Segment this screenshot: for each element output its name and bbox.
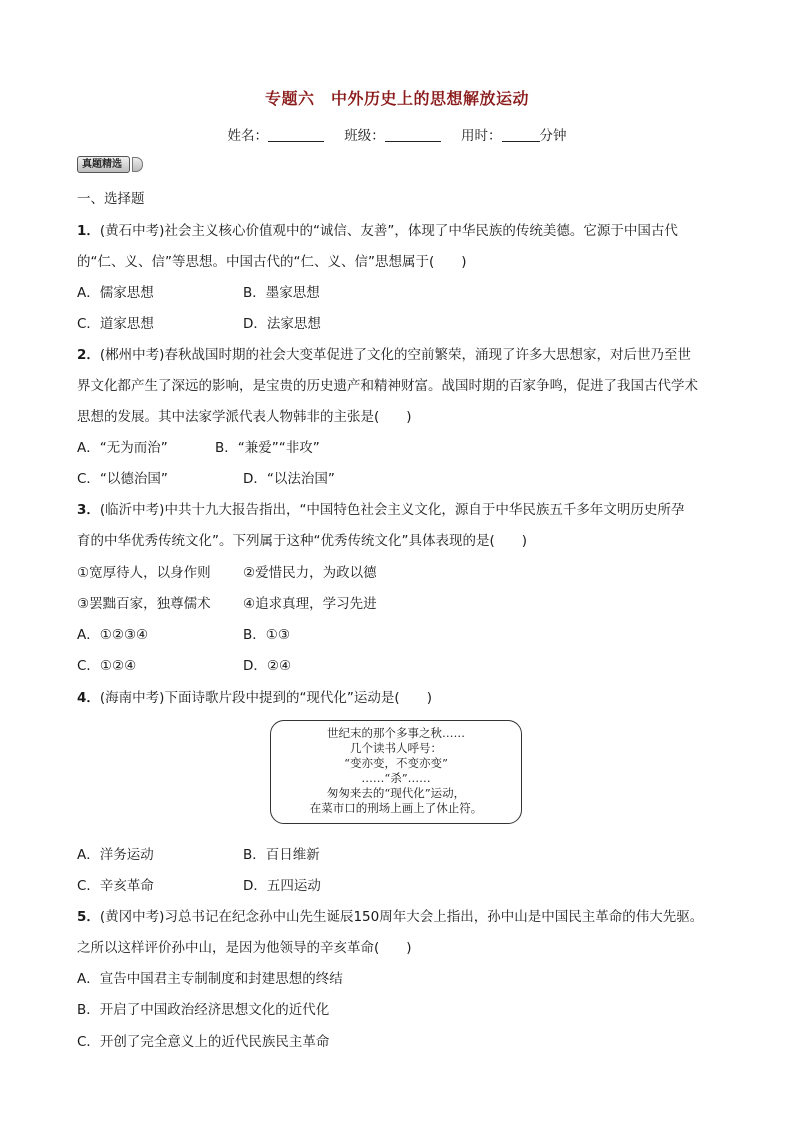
question-2-line-3: 思想的发展。其中法家学派代表人物韩非的主张是( ) (77, 409, 412, 425)
poem-line: ……“杀”…… (361, 771, 431, 785)
class-field (344, 124, 441, 144)
question-4-option-b[interactable]: B．百日维新 (243, 847, 320, 863)
question-2-option-c[interactable]: C．“以德治国” (77, 471, 168, 487)
class-blank[interactable] (385, 141, 441, 142)
section-badge: 真题精选 (77, 156, 130, 173)
question-4-line-1: 4．(海南中考)下面诗歌片段中提到的“现代化”运动是( ) (77, 690, 432, 706)
question-4-option-d[interactable]: D．五四运动 (243, 878, 321, 894)
poem-line: 在菜市口的刑场上画上了休止符。 (309, 801, 483, 815)
question-2-line-2: 界文化都产生了深远的影响，是宝贵的历史遗产和精神财富。战国时期的百家争鸣，促进了我国古代学术 (77, 378, 698, 394)
time-label: 用时： (461, 128, 502, 144)
page-title: 专题六 中外历史上的思想解放运动 (264, 89, 529, 108)
question-5-line-1: 5．(黄冈中考)习总书记在纪念孙中山先生诞辰150周年大会上指出，孙中山是中国民主革命的伟大先驱。 (77, 909, 704, 925)
question-1-number: 1． (77, 223, 100, 239)
poem-line: 世纪末的那个多事之秋…… (327, 726, 465, 740)
question-3-number: 3． (77, 502, 100, 518)
question-3-item-2: ②爱惜民力，为政以德 (243, 565, 377, 581)
question-5-option-b[interactable]: B．开启了中国政治经济思想文化的近代化 (77, 1002, 330, 1018)
badge-tab-shape (132, 157, 143, 172)
question-3-line-2: 育的中华优秀传统文化”。下列属于这种“优秀传统文化”具体表现的是( ) (77, 533, 528, 549)
question-2-option-a[interactable]: A．“无为而治” (77, 440, 168, 456)
question-1-option-a[interactable]: A．儒家思想 (77, 285, 154, 301)
question-2-option-b[interactable]: B．“兼爱”“非攻” (215, 440, 320, 456)
question-1-line-2: 的“仁、义、信”等思想。中国古代的“仁、义、信”思想属于( ) (77, 254, 467, 270)
poem-line: “变亦变，不变亦变” (344, 756, 448, 770)
question-1-line-1: 1．(黄石中考)社会主义核心价值观中的“诚信、友善”，体现了中华民族的传统美德。它源于中国古代 (77, 223, 678, 239)
question-3-item-4: ④追求真理，学习先进 (243, 596, 377, 612)
time-blank[interactable] (502, 141, 540, 142)
question-1-option-b[interactable]: B．墨家思想 (243, 285, 320, 301)
poem-line: 匆匆来去的“现代化”运动， (326, 786, 466, 800)
question-4-option-c[interactable]: C．辛亥革命 (77, 878, 154, 894)
time-field (461, 124, 567, 144)
question-3-item-3: ③罢黜百家，独尊儒术 (77, 596, 211, 612)
question-3-item-1: ①宽厚待人，以身作则 (77, 565, 211, 581)
section-heading: 一、选择题 (77, 191, 145, 207)
question-1-option-c[interactable]: C．道家思想 (77, 316, 154, 332)
student-info-line (0, 124, 794, 144)
question-3-option-a[interactable]: A．①②③④ (77, 627, 149, 643)
name-field (227, 124, 324, 144)
question-2-option-d[interactable]: D．“以法治国” (243, 471, 335, 487)
question-5-option-a[interactable]: A．宣告中国君主专制制度和封建思想的终结 (77, 971, 343, 987)
question-2-number: 2． (77, 347, 100, 363)
name-label: 姓名： (227, 128, 268, 144)
question-2-line-1: 2．(郴州中考)春秋战国时期的社会大变革促进了文化的空前繁荣，涌现了许多大思想家，对后世乃至世 (77, 347, 691, 363)
name-blank[interactable] (268, 141, 324, 142)
poem-box (270, 720, 522, 824)
class-label: 班级： (344, 128, 385, 144)
question-5-line-2: 之所以这样评价孙中山，是因为他领导的辛亥革命( ) (77, 940, 412, 956)
question-4-option-a[interactable]: A．洋务运动 (77, 847, 154, 863)
poem-line: 几个读书人呼号： (350, 741, 442, 755)
time-unit: 分钟 (539, 128, 567, 144)
question-5-number: 5． (77, 909, 100, 925)
question-3-option-c[interactable]: C．①②④ (77, 658, 137, 674)
question-4-number: 4． (77, 690, 100, 706)
question-3-option-d[interactable]: D．②④ (243, 658, 292, 674)
question-3-option-b[interactable]: B．①③ (243, 627, 290, 643)
question-1-option-d[interactable]: D．法家思想 (243, 316, 321, 332)
question-5-option-c[interactable]: C．开创了完全意义上的近代民族民主革命 (77, 1034, 330, 1050)
question-3-line-1: 3．(临沂中考)中共十九大报告指出，“中国特色社会主义文化，源自于中华民族五千多年文明历史所孕 (77, 502, 685, 518)
